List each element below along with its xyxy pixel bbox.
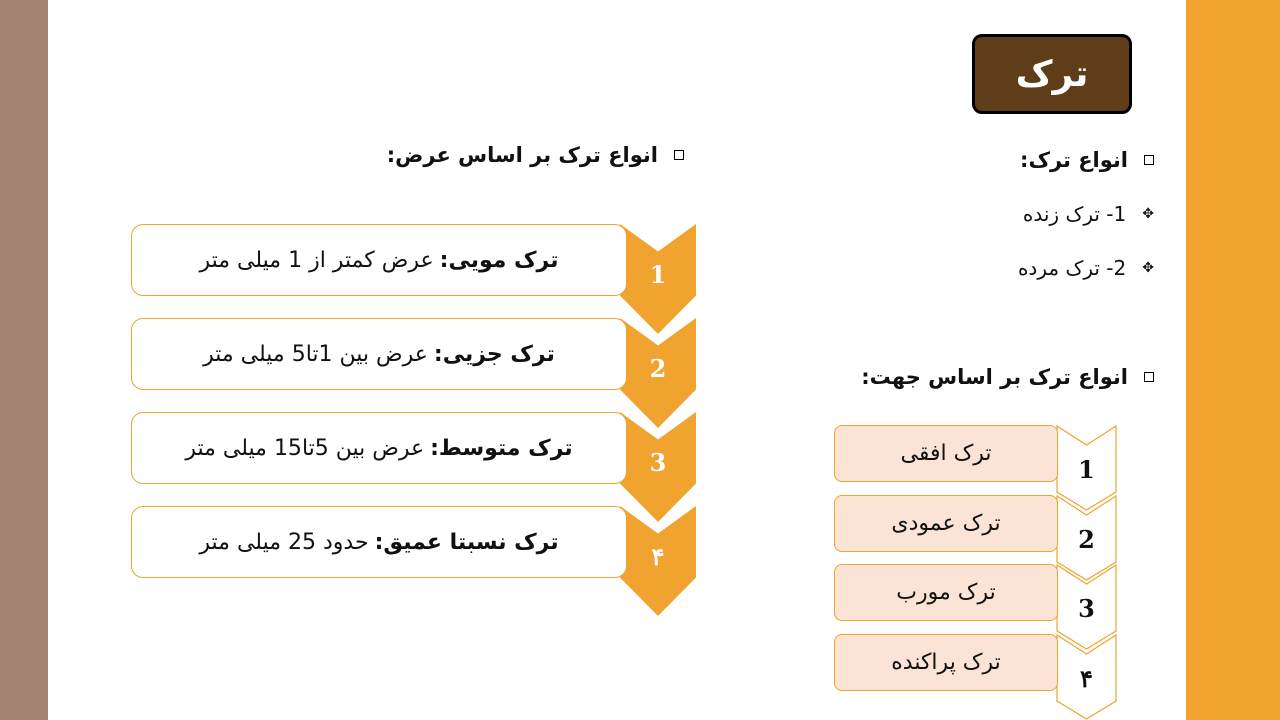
title-box: [972, 34, 1132, 114]
types-item: [1018, 256, 1154, 280]
width-term: ترک جزیی:: [433, 341, 555, 367]
square-bullet-icon: [674, 150, 684, 160]
direction-label: ترک پراکنده: [891, 650, 1001, 675]
width-text-box: [131, 412, 627, 484]
width-text-box: [131, 224, 627, 296]
width-text-box: [131, 506, 627, 578]
direction-label: ترک افقی: [900, 441, 992, 466]
direction-number: ۴: [1080, 664, 1093, 693]
direction-heading-text: انواع ترک بر اساس جهت:: [861, 365, 1128, 389]
direction-number: 3: [1078, 594, 1095, 623]
left-decor-bar: [0, 0, 48, 720]
width-term: ترک مویی:: [439, 247, 559, 273]
direction-label-box: [834, 564, 1058, 621]
width-description: عرض کمتر از 1 میلی متر: [199, 247, 434, 273]
width-description: عرض بین 1تا5 میلی متر: [203, 341, 428, 367]
square-bullet-icon: [1144, 155, 1154, 165]
width-item: [131, 506, 696, 616]
diamond-bullet-icon: ✥: [1142, 206, 1154, 222]
width-description: عرض بین 5تا15 میلی متر: [185, 435, 425, 461]
direction-label: ترک مورب: [896, 580, 996, 605]
direction-label: ترک عمودی: [891, 511, 1001, 536]
direction-number: 1: [1078, 455, 1095, 484]
types-heading-text: انواع ترک:: [1020, 148, 1128, 172]
width-number: 2: [649, 354, 667, 383]
width-heading: [387, 143, 684, 167]
types-item: [1023, 202, 1154, 226]
direction-heading: [861, 365, 1154, 389]
width-description: حدود 25 میلی متر: [199, 529, 369, 555]
width-heading-text: انواع ترک بر اساس عرض:: [386, 143, 658, 167]
direction-label-box: [834, 495, 1058, 552]
width-number: 3: [649, 448, 667, 477]
page-title: ترک: [1015, 53, 1089, 95]
width-number: ۴: [651, 542, 665, 571]
types-heading: [1020, 148, 1154, 172]
diamond-bullet-icon: ✥: [1142, 260, 1154, 276]
right-decor-bar: [1186, 0, 1280, 720]
width-term: ترک نسبتا عمیق:: [374, 529, 559, 555]
square-bullet-icon: [1144, 372, 1154, 382]
types-item-text: 1- ترک زنده: [1022, 202, 1127, 226]
direction-label-box: [834, 634, 1058, 691]
width-number: 1: [649, 260, 667, 289]
direction-label-box: [834, 425, 1058, 482]
direction-item: [834, 634, 1117, 720]
direction-number: 2: [1078, 525, 1095, 554]
width-text-box: [131, 318, 627, 390]
width-term: ترک متوسط:: [430, 435, 573, 461]
types-item-text: 2- ترک مرده: [1017, 256, 1127, 280]
